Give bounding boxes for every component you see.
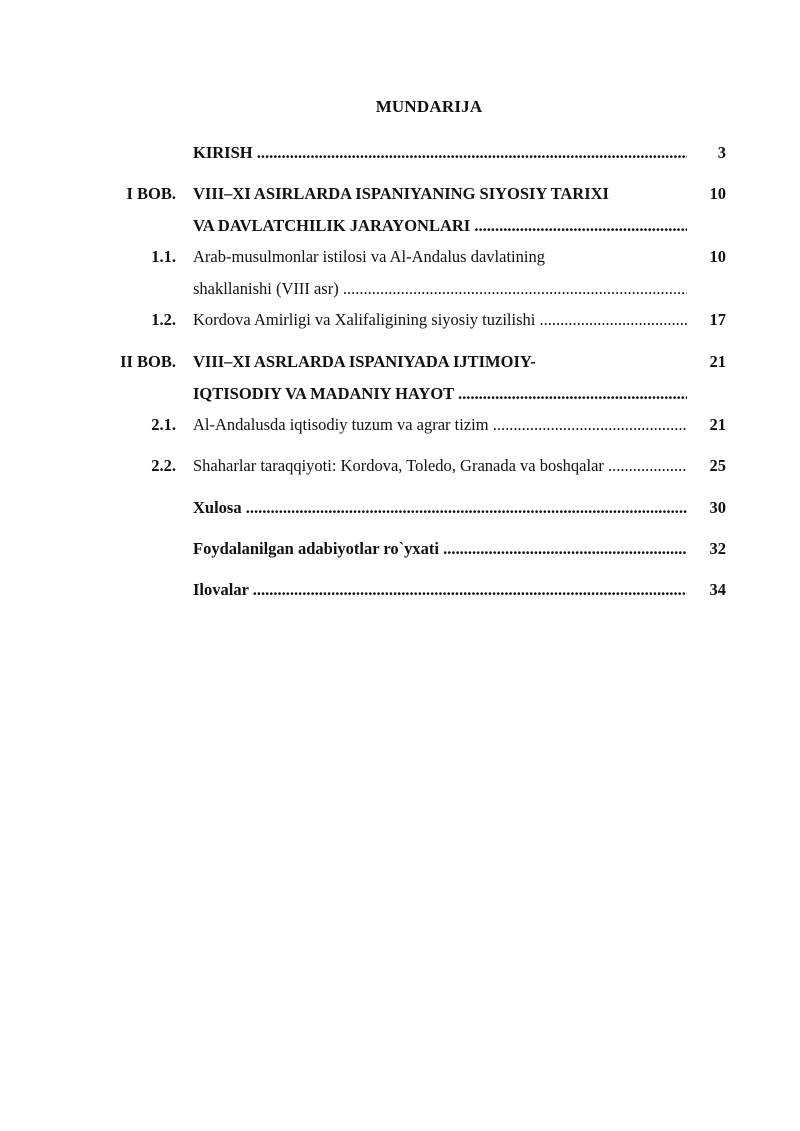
toc-entry-section-2-1 [0,413,800,437]
toc-entry-section-2-2 [0,454,800,478]
toc-chapter-number: I BOB. [126,184,176,203]
toc-section-number: 2.1. [151,415,176,434]
toc-entry-text: Shaharlar taraqqiyoti: Kordova, Toledo, Granada va boshqalar ..... [193,454,687,478]
toc-entry-chapter-1-line-2 [0,214,800,238]
toc-entry-text: Foydalanilgan adabiyotlar ro`yxati ..... [193,537,687,561]
toc-entry-appendices [0,578,800,602]
toc-section-number: 2.2. [151,456,176,475]
toc-page-number: 10 [709,247,726,266]
toc-page-number: 3 [717,143,726,162]
toc-entry-text: IQTISODIY VA MADANIY HAYOT ..... [193,382,687,406]
toc-page-number: 32 [709,539,726,558]
toc-entry-text: VIII–XI ASIRLARDA ISPANIYANING SIYOSIY TARIXI [193,184,609,203]
toc-section-number: 1.2. [151,310,176,329]
toc-entry-text: Arab-musulmonlar istilosi va Al-Andalus davlatining [193,247,545,266]
toc-entry-bibliography [0,537,800,561]
toc-page-number: 10 [709,184,726,203]
toc-entry-text: Xulosa ..... [193,496,687,520]
toc-entry-text: Al-Andalusda iqtisodiy tuzum va agrar tizim ..... [193,413,687,437]
toc-entry-kirish [0,141,800,165]
toc-title: MUNDARIJA [375,97,483,116]
toc-entry-text: KIRISH ..... [193,141,687,165]
toc-entry-text: VIII–XI ASRLARDA ISPANIYADA IJTIMOIY- [193,352,536,371]
toc-page-number: 21 [709,352,726,371]
toc-entry-chapter-1 [0,182,800,206]
toc-entry-section-1-1-line-2 [0,277,800,301]
toc-chapter-number: II BOB. [120,352,176,371]
toc-entry-text: Ilovalar ..... [193,578,687,602]
toc-entry-section-1-1 [0,245,800,269]
toc-entry-text: VA DAVLATCHILIK JARAYONLARI ..... [193,214,687,238]
toc-entry-chapter-2 [0,350,800,374]
toc-page-number: 30 [709,498,726,517]
toc-entry-text: shakllanishi (VIII asr) ..... [193,277,687,301]
toc-page-number: 17 [709,310,726,329]
toc-entry-text: Kordova Amirligi va Xalifaligining siyosiy tuzilishi ..... [193,308,687,332]
toc-section-number: 1.1. [151,247,176,266]
toc-page-number: 25 [709,456,726,475]
toc-page-number: 34 [709,580,726,599]
toc-entry-chapter-2-line-2 [0,382,800,406]
toc-entry-xulosa [0,496,800,520]
toc-entry-section-1-2 [0,308,800,332]
toc-page-number: 21 [709,415,726,434]
